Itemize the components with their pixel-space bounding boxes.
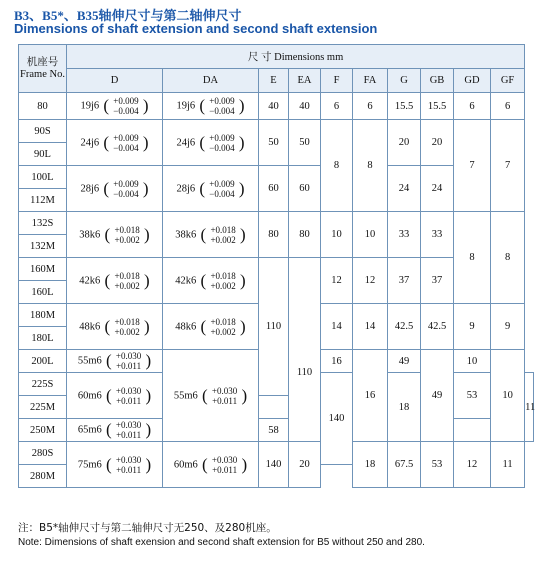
tolerance-values bbox=[113, 133, 138, 153]
tolerance-values bbox=[116, 420, 141, 440]
tolerance-base: 48k6 bbox=[79, 320, 101, 332]
gb-cell: 24 bbox=[421, 166, 454, 212]
tolerance-upper: +0.009 bbox=[113, 132, 139, 143]
dimensions-table bbox=[18, 44, 534, 488]
frame-cell: 112M bbox=[19, 189, 67, 212]
f-cell: 12 bbox=[321, 258, 353, 304]
col-header-gb: GB bbox=[421, 69, 454, 93]
g-cell: 24 bbox=[388, 166, 421, 212]
frame-cell: 200L bbox=[19, 350, 67, 373]
frame-cell: 280M bbox=[19, 465, 67, 488]
tolerance-base: 55m6 bbox=[77, 355, 102, 367]
f-cell: 18 bbox=[388, 373, 421, 442]
ea-cell: 40 bbox=[289, 93, 321, 120]
tolerance-values bbox=[209, 133, 234, 153]
fa-cell: 14 bbox=[353, 304, 388, 350]
gb-cell: 37 bbox=[421, 258, 454, 304]
tolerance-lower: +0.002 bbox=[114, 234, 140, 245]
d-cell: 42k6 ( +0.018 +0.002 ) bbox=[67, 258, 163, 304]
d-cell: 75m6 ( +0.030 +0.011 ) bbox=[67, 442, 163, 488]
d-cell: 38k6 ( +0.018 +0.002 ) bbox=[67, 212, 163, 258]
tolerance-values bbox=[114, 271, 139, 291]
ea-cell: 80 bbox=[289, 212, 321, 258]
d-cell: 19j6 ( +0.009 −0.004 ) bbox=[67, 93, 163, 120]
tolerance-values bbox=[210, 317, 235, 337]
g-cell: 33 bbox=[388, 212, 421, 258]
gb-cell: 33 bbox=[421, 212, 454, 258]
tolerance-base: 42k6 bbox=[79, 274, 101, 286]
col-header-d: D bbox=[67, 69, 163, 93]
tolerance-upper: +0.018 bbox=[210, 270, 236, 281]
tolerance-upper: +0.030 bbox=[115, 351, 142, 361]
d-cell: 60m6 ( +0.030 +0.011 ) bbox=[67, 373, 163, 419]
tolerance-values bbox=[212, 386, 237, 406]
tolerance-upper: +0.009 bbox=[209, 178, 235, 189]
g-cell: 53 bbox=[454, 373, 491, 419]
tolerance-lower: −0.004 bbox=[209, 188, 235, 199]
gf-cell: 6 bbox=[491, 93, 525, 120]
gf-cell: 8 bbox=[491, 212, 525, 304]
tolerance-lower: +0.011 bbox=[212, 464, 238, 475]
tolerance-lower: +0.011 bbox=[116, 395, 142, 406]
col-header-g: G bbox=[388, 69, 421, 93]
da-cell: 60m6 ( +0.030 +0.011 ) bbox=[163, 442, 259, 488]
e-cell: 110 bbox=[259, 258, 289, 396]
tolerance-base: 28j6 bbox=[176, 182, 196, 194]
tolerance-base: 60m6 bbox=[173, 458, 198, 470]
note-cn: 注：B5*轴伸尺寸与第二轴伸尺寸无250、及280机座。 bbox=[18, 522, 277, 534]
frame-cell: 132S bbox=[19, 212, 67, 235]
f-cell: 10 bbox=[321, 212, 353, 258]
tolerance-lower: −0.004 bbox=[209, 106, 235, 116]
gd-cell: 11 bbox=[525, 373, 534, 442]
title-cn: B3、B5*、B35轴伸尺寸与第二轴伸尺寸 bbox=[14, 8, 242, 23]
tolerance-values bbox=[209, 96, 234, 116]
gd-cell: 12 bbox=[454, 442, 491, 488]
tolerance-base: 19j6 bbox=[80, 100, 100, 112]
d-cell: 55m6 ( +0.030 +0.011 ) bbox=[67, 350, 163, 373]
frame-cell: 80 bbox=[19, 93, 67, 120]
col-header-ea: EA bbox=[289, 69, 321, 93]
tolerance-base: 38k6 bbox=[175, 228, 197, 240]
tolerance-upper: +0.030 bbox=[211, 454, 238, 465]
frame-cell: 225S bbox=[19, 373, 67, 396]
gb-cell: 53 bbox=[421, 442, 454, 488]
tolerance-lower: +0.002 bbox=[210, 234, 236, 245]
da-cell: 19j6 ( +0.009 −0.004 ) bbox=[163, 93, 259, 120]
tolerance-base: 38k6 bbox=[79, 228, 101, 240]
e-cell: 50 bbox=[259, 120, 289, 166]
frame-cell: 90L bbox=[19, 143, 67, 166]
f-cell: 16 bbox=[321, 350, 353, 373]
tolerance-upper: +0.030 bbox=[115, 420, 142, 430]
frame-cell: 280S bbox=[19, 442, 67, 465]
gd-cell: 7 bbox=[454, 120, 491, 212]
e-cell: 60 bbox=[259, 166, 289, 212]
tolerance-lower: +0.011 bbox=[212, 395, 238, 406]
gf-cell: 9 bbox=[491, 304, 525, 350]
f-cell: 20 bbox=[289, 442, 321, 488]
tolerance-values bbox=[114, 317, 139, 337]
tolerance-base: 48k6 bbox=[175, 320, 197, 332]
gd-cell: 9 bbox=[454, 304, 491, 350]
dimensions-header: 尺 寸 Dimensions mm bbox=[67, 45, 525, 69]
gf-cell: 11 bbox=[491, 442, 525, 488]
tolerance-base: 28j6 bbox=[80, 182, 100, 194]
tolerance-values bbox=[210, 225, 235, 245]
gd-cell: 8 bbox=[454, 212, 491, 304]
gb-cell: 42.5 bbox=[421, 304, 454, 350]
tolerance-upper: +0.018 bbox=[114, 224, 140, 235]
g-cell: 15.5 bbox=[388, 93, 421, 120]
tolerance-upper: +0.009 bbox=[113, 178, 139, 189]
tolerance-upper: +0.018 bbox=[114, 270, 140, 281]
col-header-gf: GF bbox=[491, 69, 525, 93]
da-cell: 24j6 ( +0.009 −0.004 ) bbox=[163, 120, 259, 166]
tolerance-base: 65m6 bbox=[77, 424, 102, 436]
frame-header bbox=[19, 45, 67, 93]
tolerance-values bbox=[116, 351, 141, 371]
fa-cell: 12 bbox=[353, 258, 388, 304]
e-cell: 40 bbox=[259, 93, 289, 120]
f-cell: 6 bbox=[321, 93, 353, 120]
g-cell: 49 bbox=[388, 350, 421, 373]
g-cell: 42.5 bbox=[388, 304, 421, 350]
ea-blank bbox=[289, 258, 321, 304]
e-cell: 80 bbox=[259, 212, 289, 258]
tolerance-lower: −0.004 bbox=[209, 142, 235, 153]
da-cell: 55m6 ( +0.030 +0.011 ) bbox=[163, 350, 259, 442]
tolerance-upper: +0.030 bbox=[211, 385, 238, 396]
f-cell: 14 bbox=[321, 304, 353, 350]
gb-cell: 15.5 bbox=[421, 93, 454, 120]
fa-cell: 18 bbox=[353, 442, 388, 488]
e-cell: 140 bbox=[321, 373, 353, 465]
frame-cell: 180L bbox=[19, 327, 67, 350]
tolerance-lower: +0.002 bbox=[114, 326, 140, 337]
gb-cell: 20 bbox=[421, 120, 454, 166]
gf-cell: 7 bbox=[491, 120, 525, 212]
d-cell: 24j6 ( +0.009 −0.004 ) bbox=[67, 120, 163, 166]
gd-cell: 10 bbox=[454, 350, 491, 373]
tolerance-values bbox=[210, 271, 235, 291]
tolerance-lower: −0.004 bbox=[113, 142, 139, 153]
tolerance-base: 60m6 bbox=[77, 389, 102, 401]
fa-cell: 8 bbox=[353, 120, 388, 212]
tolerance-lower: −0.004 bbox=[113, 188, 139, 199]
frame-cell: 132M bbox=[19, 235, 67, 258]
tolerance-values bbox=[113, 179, 138, 199]
frame-cell: 90S bbox=[19, 120, 67, 143]
frame-cell: 160L bbox=[19, 281, 67, 304]
fa-cell: 16 bbox=[353, 350, 388, 442]
col-header-fa: FA bbox=[353, 69, 388, 93]
tolerance-base: 19j6 bbox=[176, 100, 196, 112]
da-cell: 42k6 ( +0.018 +0.002 ) bbox=[163, 258, 259, 304]
da-cell: 38k6 ( +0.018 +0.002 ) bbox=[163, 212, 259, 258]
fa-cell: 10 bbox=[353, 212, 388, 258]
g-cell: 58 bbox=[259, 419, 289, 442]
tolerance-base: 75m6 bbox=[77, 458, 102, 470]
tolerance-lower: −0.004 bbox=[113, 106, 139, 116]
frame-header-en: Frame No. bbox=[20, 68, 65, 80]
tolerance-values bbox=[114, 225, 139, 245]
frame-header-cn: 机座号 bbox=[26, 56, 59, 68]
tolerance-upper: +0.030 bbox=[115, 454, 142, 465]
frame-cell: 160M bbox=[19, 258, 67, 281]
g-cell: 67.5 bbox=[388, 442, 421, 488]
tolerance-upper: +0.018 bbox=[114, 316, 140, 327]
ea-cell: 60 bbox=[289, 166, 321, 212]
frame-cell: 225M bbox=[19, 396, 67, 419]
d-cell: 48k6 ( +0.018 +0.002 ) bbox=[67, 304, 163, 350]
da-cell: 48k6 ( +0.018 +0.002 ) bbox=[163, 304, 259, 350]
tolerance-base: 24j6 bbox=[80, 136, 100, 148]
tolerance-upper: +0.018 bbox=[210, 316, 236, 327]
tolerance-lower: +0.011 bbox=[116, 430, 142, 440]
gb-cell: 49 bbox=[421, 350, 454, 442]
frame-cell: 100L bbox=[19, 166, 67, 189]
tolerance-lower: +0.002 bbox=[210, 326, 236, 337]
g-cell: 37 bbox=[388, 258, 421, 304]
d-cell: 28j6 ( +0.009 −0.004 ) bbox=[67, 166, 163, 212]
gf-cell: 10 bbox=[491, 350, 525, 442]
fa-cell: 6 bbox=[353, 93, 388, 120]
tolerance-base: 42k6 bbox=[175, 274, 197, 286]
col-header-f: F bbox=[321, 69, 353, 93]
tolerance-lower: +0.002 bbox=[114, 280, 140, 291]
ea-cell: 110 bbox=[289, 304, 321, 442]
tolerance-values bbox=[116, 386, 141, 406]
tolerance-base: 55m6 bbox=[173, 389, 198, 401]
tolerance-base: 24j6 bbox=[176, 136, 196, 148]
frame-cell: 180M bbox=[19, 304, 67, 327]
col-header-gd: GD bbox=[454, 69, 491, 93]
tolerance-values bbox=[116, 455, 141, 475]
tolerance-lower: +0.002 bbox=[210, 280, 236, 291]
frame-cell: 250M bbox=[19, 419, 67, 442]
note-en: Note: Dimensions of shaft exension and second shaft extension for B5 without 250 and 280. bbox=[18, 537, 425, 548]
da-cell: 28j6 ( +0.009 −0.004 ) bbox=[163, 166, 259, 212]
ea-cell: 140 bbox=[259, 442, 289, 488]
ea-cell: 50 bbox=[289, 120, 321, 166]
tolerance-values bbox=[209, 179, 234, 199]
col-header-e: E bbox=[259, 69, 289, 93]
tolerance-upper: +0.009 bbox=[113, 96, 139, 106]
tolerance-lower: +0.011 bbox=[116, 464, 142, 475]
tolerance-values bbox=[113, 96, 138, 116]
tolerance-upper: +0.018 bbox=[210, 224, 236, 235]
title-en: Dimensions of shaft extension and second shaft extension bbox=[14, 21, 378, 36]
d-cell: 65m6 ( +0.030 +0.011 ) bbox=[67, 419, 163, 442]
tolerance-lower: +0.011 bbox=[116, 361, 142, 371]
tolerance-values bbox=[212, 455, 237, 475]
tolerance-upper: +0.009 bbox=[209, 132, 235, 143]
gd-cell: 6 bbox=[454, 93, 491, 120]
g-cell: 20 bbox=[388, 120, 421, 166]
col-header-da: DA bbox=[163, 69, 259, 93]
tolerance-upper: +0.009 bbox=[209, 96, 235, 106]
f-cell: 8 bbox=[321, 120, 353, 212]
tolerance-upper: +0.030 bbox=[115, 385, 142, 396]
